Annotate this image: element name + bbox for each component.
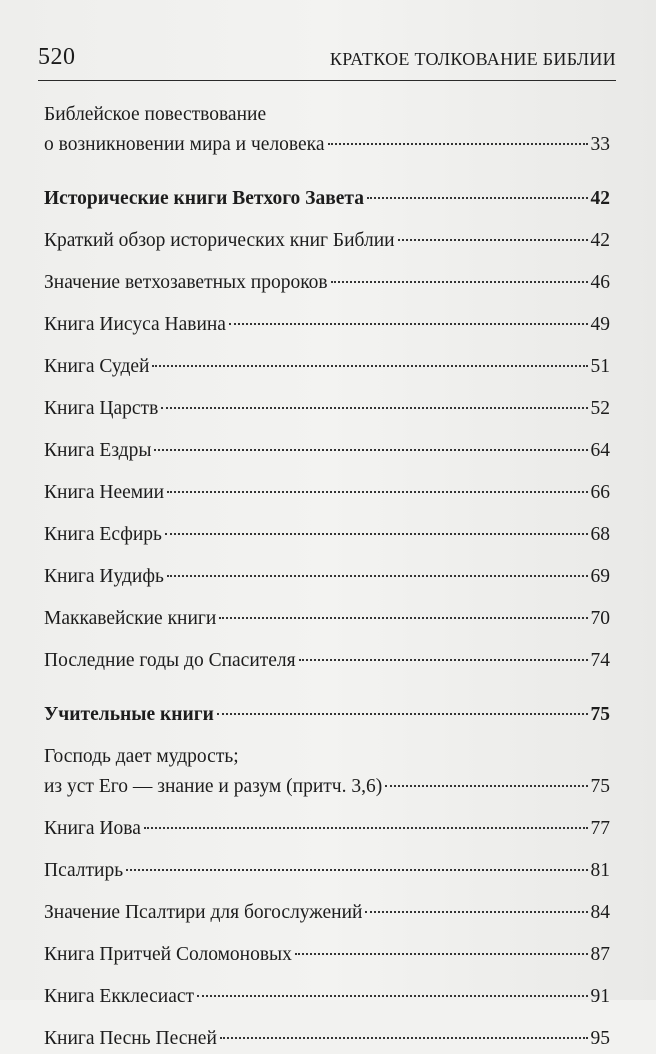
toc-page-number: 70 — [590, 608, 610, 629]
toc-page-number: 52 — [590, 398, 610, 419]
toc-page-number: 74 — [590, 650, 610, 671]
dot-leader — [144, 827, 588, 829]
dot-leader — [331, 281, 588, 283]
toc-page-number: 66 — [590, 482, 610, 503]
dot-leader — [328, 143, 588, 145]
toc-entry — [44, 268, 610, 298]
toc-entry-title: Книга Неемии — [44, 482, 165, 503]
toc-entry-title: Книга Ездры — [44, 440, 152, 461]
toc-entry — [44, 940, 610, 970]
toc-entry-title: Исторические книги Ветхого Завета — [44, 188, 364, 209]
toc-entry-title-line: Библейское повествование — [44, 104, 267, 125]
toc-page-number: 87 — [590, 944, 610, 965]
dot-leader — [385, 785, 587, 787]
dot-leader — [154, 449, 587, 451]
dot-leader — [229, 323, 588, 325]
dot-leader — [365, 911, 587, 913]
toc-entry-title: Книга Притчей Соломоновых — [44, 944, 292, 965]
toc-entry-title: Маккавейские книги — [44, 608, 217, 629]
toc-entry-title: Книга Иова — [44, 818, 141, 839]
toc-entry-title: Последние годы до Спасителя — [44, 650, 296, 671]
toc-entry-title: Псалтирь — [44, 860, 124, 881]
toc-entry-title: Учительные книги — [44, 704, 214, 725]
toc-entry-title: Книга Судей — [44, 356, 150, 377]
toc-entry-title: Книга Иудифь — [44, 566, 164, 587]
toc-page-number: 81 — [590, 860, 610, 881]
dot-leader — [152, 365, 587, 367]
dot-leader — [220, 1037, 588, 1039]
toc-entry — [44, 856, 610, 886]
toc-entry — [44, 394, 610, 424]
toc-page-number: 77 — [590, 818, 610, 839]
dot-leader — [167, 491, 587, 493]
toc-entry — [44, 898, 610, 928]
toc-entry — [44, 520, 610, 550]
dot-leader — [299, 659, 588, 661]
dot-leader — [367, 197, 588, 199]
toc-entry-title: Книга Песнь Песней — [44, 1028, 217, 1049]
dot-leader — [217, 713, 588, 715]
toc-page-number: 42 — [590, 188, 610, 209]
toc-section-heading — [44, 700, 610, 730]
toc-entry — [44, 604, 610, 634]
toc-entry — [44, 100, 610, 160]
toc-entry-title: Книга Есфирь — [44, 524, 162, 545]
toc-entry-title: Краткий обзор исторических книг Библии — [44, 230, 395, 251]
toc-entry — [44, 742, 610, 802]
dot-leader — [398, 239, 588, 241]
dot-leader — [197, 995, 587, 997]
toc-entry — [44, 436, 610, 466]
toc-entry — [44, 562, 610, 592]
toc-entry-title: Книга Екклесиаст — [44, 986, 195, 1007]
toc-entry — [44, 352, 610, 382]
table-of-contents — [44, 100, 610, 1054]
toc-entry — [44, 226, 610, 256]
toc-entry — [44, 982, 610, 1012]
toc-page-number: 42 — [590, 230, 610, 251]
toc-page-number: 68 — [590, 524, 610, 545]
toc-page-number: 51 — [590, 356, 610, 377]
toc-page-number: 95 — [590, 1028, 610, 1049]
dot-leader — [165, 533, 588, 535]
dot-leader — [161, 407, 587, 409]
page-header — [38, 44, 616, 81]
toc-entry-title-line: Господь дает мудрость; — [44, 746, 239, 767]
toc-entry — [44, 478, 610, 508]
dot-leader — [219, 617, 587, 619]
toc-page-number: 75 — [590, 704, 610, 725]
toc-entry — [44, 1024, 610, 1054]
toc-page-number: 64 — [590, 440, 610, 461]
dot-leader — [126, 869, 587, 871]
toc-section-heading — [44, 184, 610, 214]
running-title: КРАТКОЕ ТОЛКОВАНИЕ БИБЛИИ — [329, 49, 616, 69]
toc-entry-title: Значение Псалтири для богослужений — [44, 902, 363, 923]
toc-page-number: 33 — [590, 134, 610, 155]
toc-entry-title: Книга Иисуса Навина — [44, 314, 226, 335]
dot-leader — [295, 953, 588, 955]
toc-entry-title: из уст Его — знание и разум (притч. 3,6) — [44, 776, 383, 797]
toc-entry — [44, 814, 610, 844]
toc-entry — [44, 646, 610, 676]
toc-page-number: 84 — [590, 902, 610, 923]
toc-page-number: 91 — [590, 986, 610, 1007]
toc-page-number: 46 — [590, 272, 610, 293]
page-number: 520 — [38, 44, 76, 70]
toc-entry — [44, 310, 610, 340]
toc-entry-title: Книга Царств — [44, 398, 159, 419]
toc-page-number: 69 — [590, 566, 610, 587]
dot-leader — [167, 575, 588, 577]
toc-entry-title: Значение ветхозаветных пророков — [44, 272, 328, 293]
toc-page-number: 75 — [590, 776, 610, 797]
toc-entry-title: о возникновении мира и человека — [44, 134, 325, 155]
toc-page-number: 49 — [590, 314, 610, 335]
